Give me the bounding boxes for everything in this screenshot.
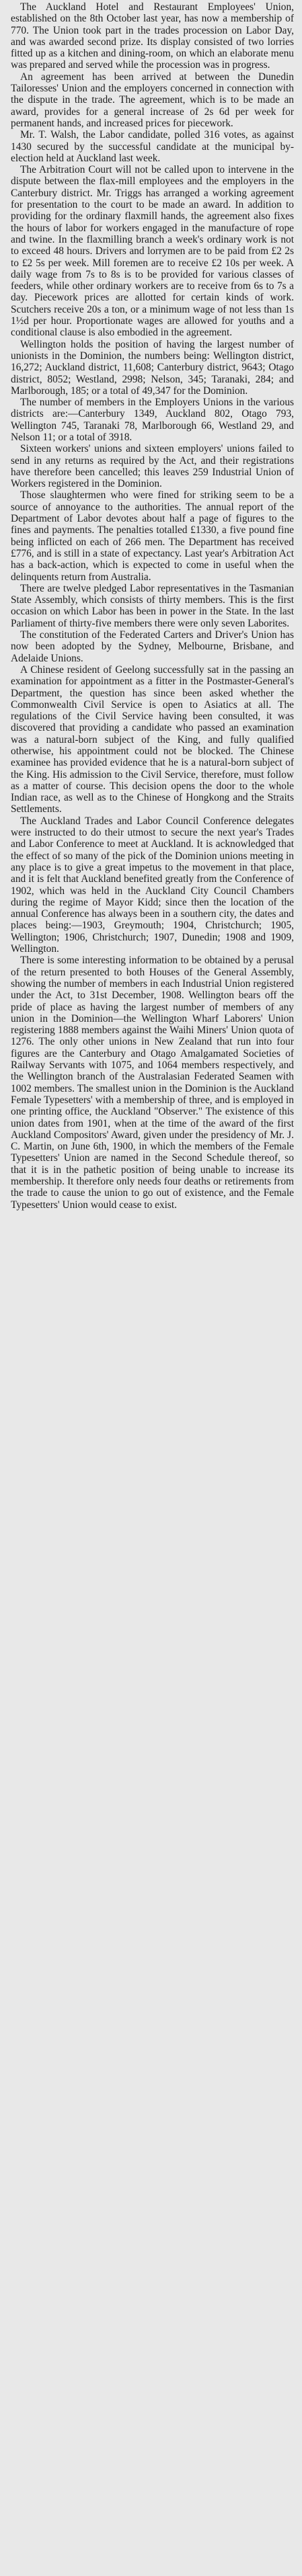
paragraph-carters-union: The constitution of the Federated Carters and Driver's Union has now been adopted by the Sydney, Melbourne, Brisbane, and Adelaide Unions. [11,629,294,664]
paragraph-union-membership-return: There is some interesting information to be obtained by a perusal of the return presented to both Houses of the General Assembly, showing the number of members in each Industrial Union registered under the Act, to 31st December, 1908. Wellington bears off the pride of place as having the largest number of members of any union in the Dominion—the Wellington Wharf Laborers' Union registering 1888 members against the Waihi Miners' Union quota of 1276. The only other unions in New Zealand that run into four figures are the Canterbury and Otago Amalgamated Societies of Railway Servants with 1075, and 1064 members respectively, and the Wellington branch of the Australasian Federated Seamen with 1002 members. The smallest union in the Dominion is the Auckland Female Typesetters' with a membership of three, and is employed in one printing office, the Auckland "Observer." The existence of this union dates from 1901, when at the time of the award of the first Auckland Compositors' Award, given under the presidency of Mr. J. C. Martin, on June 6th, 1900, in which the members of the Female Typesetters' Union are named in the Second Schedule thereof, so that it is in the pathetic position of being unable to increase its membership. It therefore only needs four deaths or retirements from the trade to cause the union to go out of existence, and the Female Typesetters' Union would cease to exist. [11,955,294,1211]
paragraph-employers-unions: The number of members in the Employers Unions in the various districts are:—Canterbury 1349, Auckland 802, Otago 793, Wellington 745, Taranaki 78, Marlborough 66, Westland 29, and Nelson 11; or a total of 3918. [11,397,294,443]
paragraph-slaughtermen-fines: Those slaughtermen who were fined for striking seem to be a source of annoyance to the authorities. The annual report of the Department of Labor devotes about half a page of figures to the fines and payments. The penalties totalled £1330, a five pound fine being inflicted on each of 266 men. The Department has received £776, and is still in a state of expectancy. Last year's Arbitration Act has a back-action, which is expected to come in useful when the delinquents return from Australia. [11,489,294,583]
paragraph-unionist-numbers: Wellington holds the position of having the largest number of unionists in the Dominion, the numbers being: Wellington district, 16,272; Auckland district, 11,608; Canterbury district, 9643; Otago district, 8052; Westland, 2998; Nelson, 345; Taranaki, 284; and Marlborough, 185; or a total of 49,347 for the Dominion. [11,338,294,397]
paragraph-civil-service: A Chinese resident of Geelong successfully sat in the passing an examination for appointment as a fitter in the Postmaster-General's Department, the question has since been asked whether the Commonwealth Civil Service is open to Asiatics at all. The regulations of the Civil Service having been consulted, it was discovered that providing a candidate who passed an examination was a natural-born subject of the King, and fully qualified otherwise, his appointment could not be blocked. The Chinese examinee has provided evidence that he is a natural-born subject of the King. His admission to the Civil Service, therefore, must follow as a matter of course. This decision opens the door to the whole Indian race, as well as to the Chinese of Hongkong and the Straits Settlements. [11,663,294,815]
paragraph-cancelled-registrations: Sixteen workers' unions and sixteen employers' unions failed to send in any returns as required by the Act, and their registrations have therefore been cancelled; this leaves 259 Industrial Union of Workers registered in the Dominion. [11,443,294,490]
paragraph-flaxmill-dispute: The Arbitration Court will not be called upon to intervene in the dispute between the flax-mill employees and the employers in the Canterbury district. Mr. Triggs has arranged a working agreement for presentation to the court to be made an award. In addition to providing for the ordinary flaxmill hands, the agreement also fixes the hours of labor for workers engaged in the manufacture of rope and twine. In the flaxmilling branch a week's ordinary work is not to exceed 48 hours. Drivers and lorrymen are to be paid from £2 2s to £2 5s per week. Mill foremen are to receive £2 10s per week. A daily wage from 7s to 8s is to be provided for various classes of feeders, while other ordinary workers are to receive from 6s to 7s a day. Piecework prices are allotted for certain kinds of work. Scutchers receive 20s a ton, or a minimum wage of not less than 1s 1½d per hour. Proportionate wages are allowed for youths and a conditional clause is also embodied in the agreement. [11,164,294,339]
paragraph-tailoresses-agreement: An agreement has been arrived at between the Dunedin Tailoresses' Union and the employers concerned in connection with the dispute in the trade. The agreement, which is to be made an award, provides for a general increase of 2s 6d per week for permanent hands, and increased prices for piecework. [11,71,294,129]
paragraph-tasmanian-assembly: There are twelve pledged Labor representatives in the Tasmanian State Assembly, which consists of thirty members. This is the first occasion on which Labor has been in power in the State. In the last Parliament of thirty-five members there were only seven Laborites. [11,582,294,629]
paragraph-labor-candidate-poll: Mr. T. Walsh, the Labor candidate, polled 316 votes, as against 1430 secured by the successful candidate at the municipal by-election held at Auckland last week. [11,129,294,164]
paragraph-hotel-employees-union: The Auckland Hotel and Restaurant Employees' Union, established on the 8th October last year, has now a membership of 770. The Union took part in the trades procession on Labor Day, and was awarded second prize. Its display consisted of two lorries fitted up as a kitchen and dining-room, on which an elaborate menu was prepared and served while the procession was in progress. [11,1,294,71]
paragraph-labor-conference: The Auckland Trades and Labor Council Conference delegates were instructed to do their utmost to secure the next year's Trades and Labor Conference to meet at Auckland. It is acknowledged that the effect of so many of the pick of the Dominion unions meeting in any place is to give a great impetus to the movement in that place, and it is felt that Auckland benefited greatly from the Conference of 1902, which was held in the Auckland City Council Chambers during the regime of Mayor Kidd; since then the location of the annual Conference has always been in a southern city, the dates and places being:—1903, Greymouth; 1904, Christchurch; 1905, Wellington; 1906, Christchurch; 1907, Dunedin; 1908 and 1909, Wellington. [11,815,294,955]
